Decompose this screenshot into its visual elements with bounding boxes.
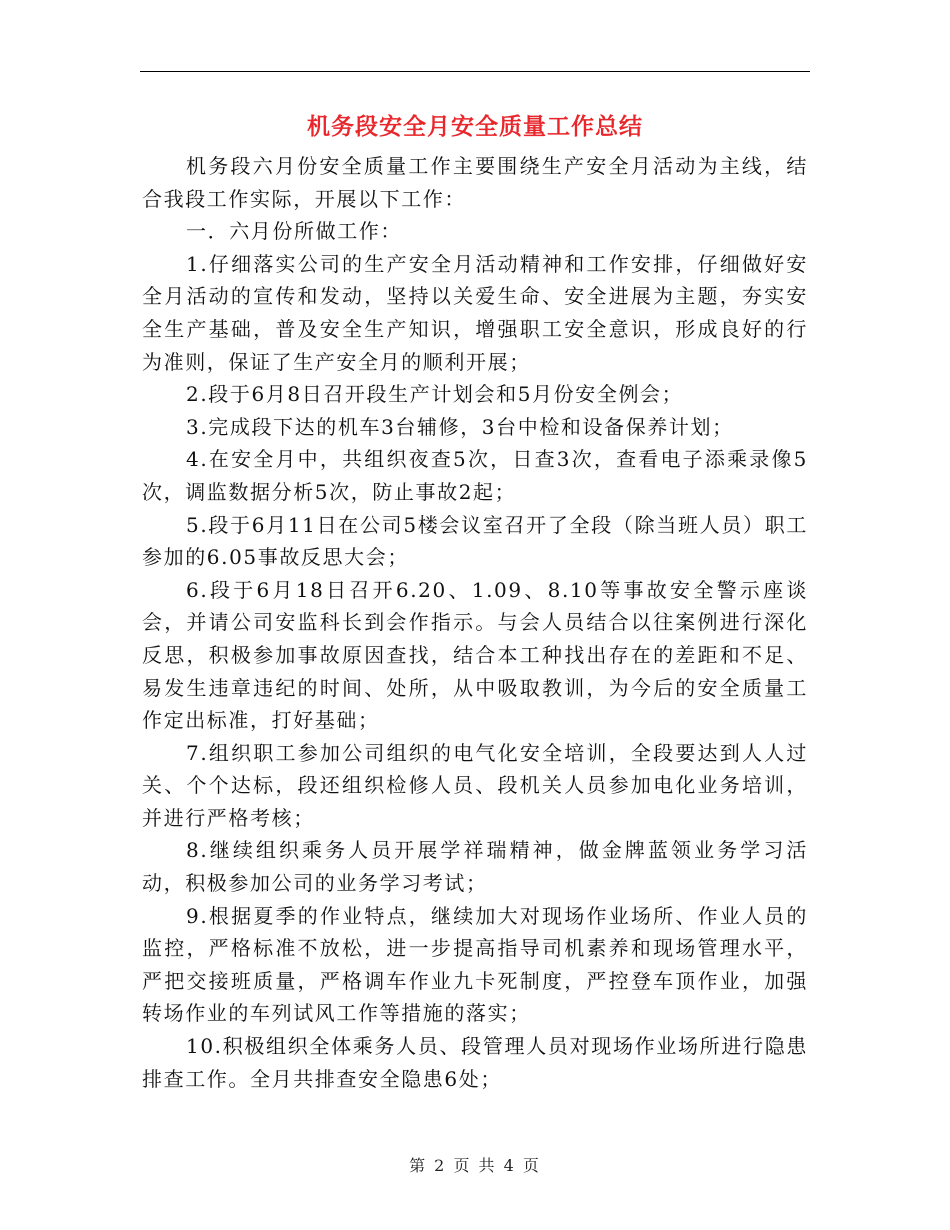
header-rule: [140, 71, 810, 72]
list-item: 8.继续组织乘务人员开展学祥瑞精神，做金牌蓝领业务学习活动，积极参加公司的业务学习考试；: [142, 838, 808, 896]
section-heading: 一．六月份所做工作：: [186, 219, 402, 244]
list-item: 1.仔细落实公司的生产安全月活动精神和工作安排，仔细做好安全月活动的宣传和发动，坚持以关爱生命、安全进展为主题，夯实安全生产基础，普及安全生产知识，增强职工安全意识，形成良好的行为准则，保证了生产安全月的顺利开展；: [142, 251, 808, 374]
document-title: 机务段安全月安全质量工作总结: [307, 113, 643, 140]
document-body: [142, 150, 808, 1095]
list-item: 5.段于6月11日在公司5楼会议室召开了全段（除当班人员）职工参加的6.05事故反思大会；: [142, 512, 808, 570]
intro-paragraph: 机务段六月份安全质量工作主要围绕生产安全月活动为主线，结合我段工作实际，开展以下工作：: [142, 154, 808, 211]
list-item: 10.积极组织全体乘务人员、段管理人员对现场作业场所进行隐患排查工作。全月共排查安全隐患6处；: [142, 1034, 808, 1091]
list-item: 2.段于6月8日召开段生产计划会和5月份安全例会；: [186, 382, 684, 407]
list-item: 7.组织职工参加公司组织的电气化安全培训，全段要达到人人过关、个个达标，段还组织检修人员、段机关人员参加电化业务培训，并进行严格考核；: [142, 740, 808, 830]
list-item: 9.根据夏季的作业特点，继续加大对现场作业场所、作业人员的监控，严格标准不放松，进一步提高指导司机素养和现场管理水平，严把交接班质量，严格调车作业九卡死制度，严控登车顶作业，加强转场作业的车列试风工作等措施的落实；: [142, 903, 808, 1026]
list-item: 4.在安全月中，共组织夜查5次，日查3次，查看电子添乘录像5次，调监数据分析5次，防止事故2起；: [142, 447, 808, 504]
page-footer: 第 2 页 共 4 页: [409, 1156, 541, 1175]
list-item: 3.完成段下达的机车3台辅修，3台中检和设备保养计划；: [186, 414, 734, 439]
list-item: 6.段于6月18日召开6.20、1.09、8.10等事故安全警示座谈会，并请公司安监科长到会作指示。与会人员结合以往案例进行深化反思，积极参加事故原因查找，结合本工种找出存在的差距和不足、易发生违章违纪的时间、处所，从中吸取教训，为今后的安全质量工作定出标准，打好基础；: [142, 577, 808, 733]
